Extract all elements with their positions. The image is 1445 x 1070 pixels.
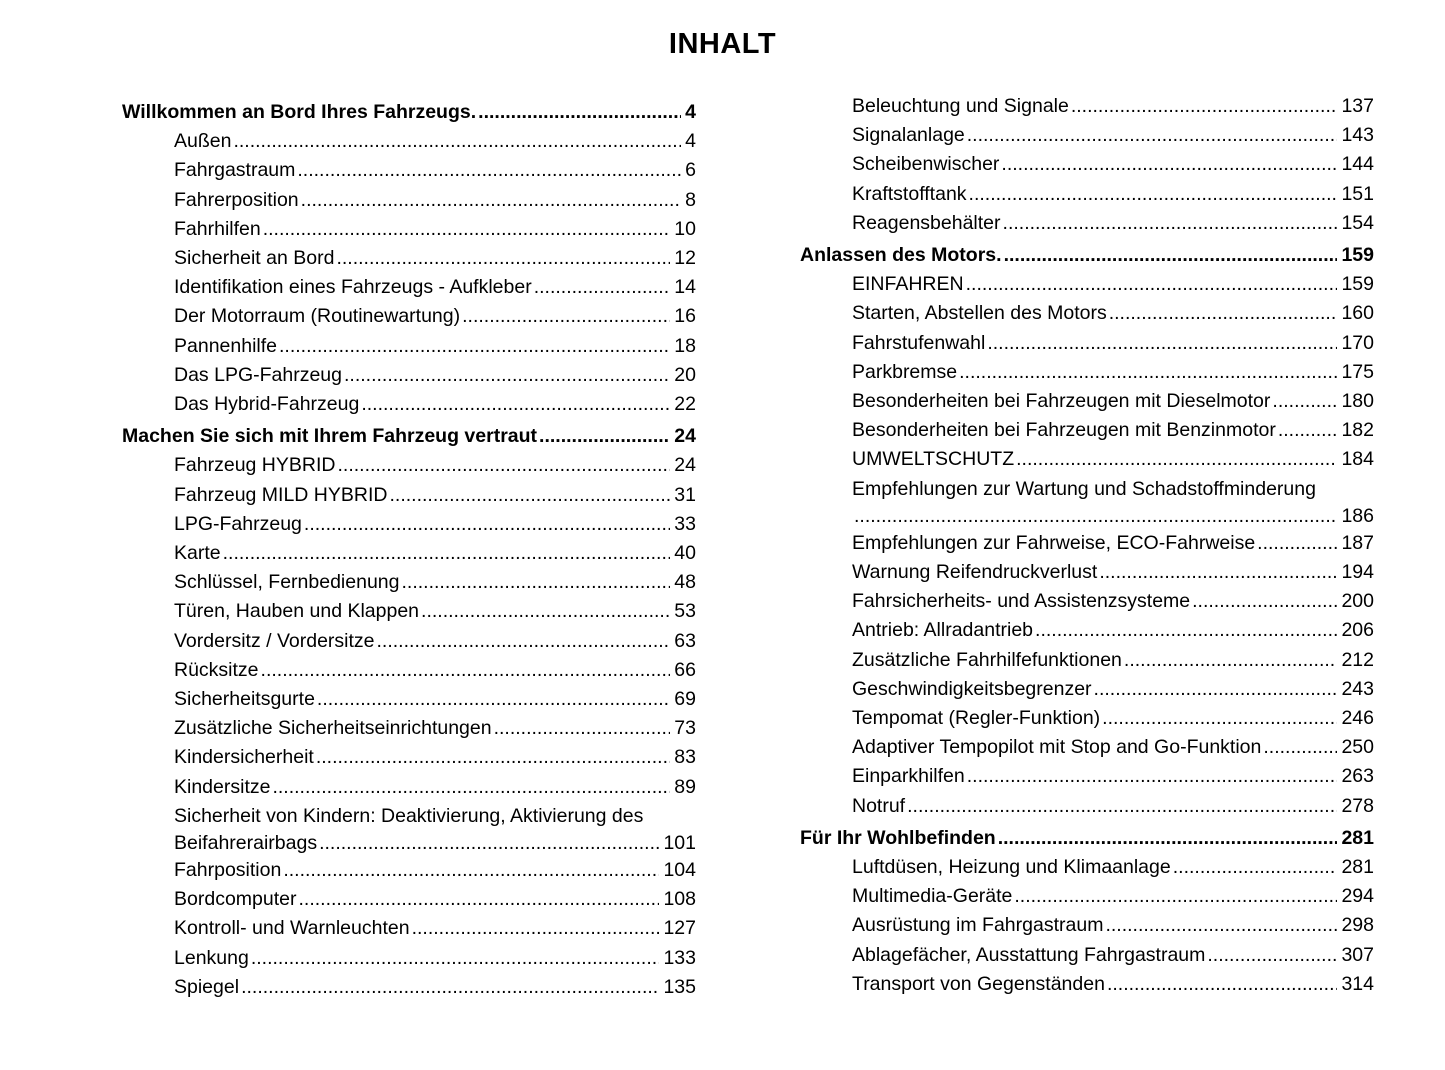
toc-entry-label: Reagensbehälter [852, 211, 1001, 234]
toc-entry[interactable] [800, 209, 1374, 238]
toc-entry-page: 89 [674, 775, 696, 798]
toc-entry-page: 6 [685, 159, 696, 182]
toc-entry-label: Starten, Abstellen des Motors [852, 302, 1107, 325]
toc-entry-page: 8 [685, 188, 696, 211]
toc-entry-label: Luftdüsen, Heizung und Klimaanlage [852, 856, 1171, 879]
toc-entry-label: Kraftstofftank [852, 182, 967, 205]
toc-entry-label: Scheibenwischer [852, 153, 1000, 176]
toc-entry-label: Vordersitz / Vordersitze [174, 629, 375, 652]
toc-entry-page: 18 [674, 334, 696, 357]
toc-entry-page: 143 [1341, 124, 1374, 147]
dot-leader [1263, 733, 1337, 762]
dot-leader [987, 329, 1337, 358]
toc-entry-page: 278 [1341, 794, 1374, 817]
toc-entry-label: Multimedia-Geräte [852, 885, 1013, 908]
toc-entry[interactable] [122, 973, 696, 1002]
dot-leader [279, 332, 670, 361]
toc-entry[interactable] [800, 675, 1374, 704]
toc-entry-label: Antrieb: Allradantrieb [852, 619, 1034, 642]
dot-leader [854, 504, 1337, 529]
toc-entry[interactable] [800, 704, 1374, 733]
toc-entry-label: Fahrhilfen [174, 217, 261, 240]
dot-leader [401, 568, 670, 597]
toc-entry[interactable] [122, 568, 696, 597]
toc-entry-label: Sicherheit an Bord [174, 247, 335, 270]
dot-leader [361, 390, 670, 419]
dot-leader [1001, 150, 1337, 179]
toc-entry[interactable] [800, 92, 1374, 121]
toc-entry[interactable] [800, 558, 1374, 587]
dot-leader [223, 539, 671, 568]
toc-entry-label: Sicherheit von Kindern: Deaktivierung, Aktivierung des [174, 804, 644, 827]
dot-leader [316, 743, 670, 772]
toc-entry-page: 180 [1341, 390, 1374, 413]
dot-leader [1109, 299, 1338, 328]
toc-entry-page: 63 [674, 629, 696, 652]
toc-entry-page: 24 [674, 425, 696, 448]
toc-entry[interactable] [800, 329, 1374, 358]
dot-leader [301, 186, 681, 215]
toc-entry-label: Fahrposition [174, 859, 282, 882]
dot-leader [1102, 704, 1337, 733]
toc-entry-page: 200 [1341, 590, 1374, 613]
toc-entry[interactable] [800, 882, 1374, 911]
toc-entry[interactable] [800, 733, 1374, 762]
dot-leader [966, 270, 1338, 299]
toc-entry[interactable] [122, 361, 696, 390]
toc-entry-page: 66 [674, 658, 696, 681]
toc-entry-label: Signalanlage [852, 124, 965, 147]
toc-entry[interactable] [122, 127, 696, 156]
toc-entry[interactable] [800, 270, 1374, 299]
toc-entry[interactable] [800, 587, 1374, 616]
dot-leader [1207, 941, 1337, 970]
toc-entry-page: 108 [663, 888, 696, 911]
toc-entry-page: 187 [1341, 531, 1374, 554]
toc-entry-label: Für Ihr Wohlbefinden [800, 826, 996, 849]
toc-entry-page: 144 [1341, 153, 1374, 176]
toc-entry-label: Machen Sie sich mit Ihrem Fahrzeug vertraut [122, 425, 538, 448]
toc-entry-page: 53 [674, 600, 696, 623]
toc-entry[interactable] [800, 853, 1374, 882]
toc-entry-label: Kindersicherheit [174, 746, 314, 769]
toc-entry-page: 170 [1341, 331, 1374, 354]
toc-section-heading[interactable] [800, 241, 1374, 270]
toc-entry-label: Zusätzliche Fahrhilfefunktionen [852, 648, 1122, 671]
toc-entry-label: Spiegel [174, 975, 240, 998]
dot-leader [1099, 558, 1337, 587]
toc-entry-page: 12 [674, 247, 696, 270]
dot-leader [534, 273, 671, 302]
toc-entry-page: 48 [674, 571, 696, 594]
dot-leader [907, 792, 1337, 821]
toc-entry[interactable] [800, 762, 1374, 791]
toc-entry-page: 307 [1341, 943, 1374, 966]
toc-entry-page: 16 [674, 305, 696, 328]
toc-entry-page: 83 [674, 746, 696, 769]
dot-leader [998, 824, 1338, 853]
toc-entry[interactable] [122, 215, 696, 244]
toc-entry[interactable] [122, 743, 696, 772]
toc-section-heading[interactable] [122, 98, 696, 127]
toc-entry-page: 281 [1341, 826, 1374, 849]
dot-leader [1257, 529, 1337, 558]
dot-leader [298, 885, 659, 914]
toc-entry-label: Ausrüstung im Fahrgastraum [852, 914, 1104, 937]
toc-entry[interactable] [122, 656, 696, 685]
toc-entry-page: 40 [674, 542, 696, 565]
toc-entry-label-continued: Beifahrerairbags [174, 832, 318, 855]
toc-entry-label: Außen [174, 130, 232, 153]
toc-section-heading[interactable] [800, 824, 1374, 853]
toc-entry-page: 33 [674, 512, 696, 535]
toc-entry-page: 294 [1341, 885, 1374, 908]
toc-entry-page: 186 [1341, 504, 1374, 527]
toc-entry-page: 4 [685, 130, 696, 153]
toc-entry[interactable] [122, 944, 696, 973]
toc-entry[interactable] [800, 387, 1374, 416]
toc-entry[interactable] [122, 714, 696, 743]
dot-leader [304, 510, 670, 539]
toc-entry-label: Tempomat (Regler-Funktion) [852, 707, 1101, 730]
toc-entry-page: 212 [1341, 648, 1374, 671]
toc-entry-label: Parkbremse [852, 360, 958, 383]
toc-entry-label: EINFAHREN [852, 273, 964, 296]
toc-entry[interactable] [122, 332, 696, 361]
toc-entry-label: Zusätzliche Sicherheitseinrichtungen [174, 717, 492, 740]
toc-entry[interactable] [122, 302, 696, 331]
toc-entry-page: 246 [1341, 707, 1374, 730]
toc-entry[interactable] [800, 299, 1374, 328]
toc-entry-label: Bordcomputer [174, 888, 297, 911]
toc-entry-label: Geschwindigkeitsbegrenzer [852, 677, 1092, 700]
toc-entry-label: Der Motorraum (Routinewartung) [174, 305, 461, 328]
dot-leader [1035, 616, 1337, 645]
toc-entry-label: Fahrstufenwahl [852, 331, 986, 354]
toc-entry-label: Das LPG-Fahrzeug [174, 363, 342, 386]
toc-entry[interactable] [800, 358, 1374, 387]
dot-leader [494, 714, 671, 743]
dot-leader [462, 302, 670, 331]
toc-entry-page: 314 [1341, 972, 1374, 995]
toc-entry-page: 298 [1341, 914, 1374, 937]
toc-entry-label: Transport von Gegenständen [852, 972, 1105, 995]
dot-leader [272, 773, 670, 802]
toc-entry-page: 160 [1341, 302, 1374, 325]
toc-entry-page: 194 [1341, 561, 1374, 584]
toc-entry-page: 20 [674, 363, 696, 386]
toc-entry[interactable] [800, 121, 1374, 150]
dot-leader [1014, 882, 1337, 911]
toc-entry[interactable] [800, 911, 1374, 940]
dot-leader [1071, 92, 1338, 121]
dot-leader [317, 685, 670, 714]
toc-entry-page: 206 [1341, 619, 1374, 642]
toc-entry[interactable] [122, 273, 696, 302]
toc-entry-label: Beleuchtung und Signale [852, 95, 1069, 117]
dot-leader [967, 762, 1338, 791]
toc-entry[interactable] [122, 597, 696, 626]
toc-entry[interactable] [800, 970, 1374, 999]
dot-leader [1272, 387, 1337, 416]
toc-entry-label: Identifikation eines Fahrzeugs - Aufkleber [174, 276, 532, 299]
toc-entry-page: 69 [674, 688, 696, 711]
dot-leader [389, 481, 670, 510]
toc-entry[interactable] [122, 685, 696, 714]
dot-leader [377, 627, 671, 656]
page-title: INHALT [668, 28, 777, 60]
toc-entry[interactable] [122, 156, 696, 185]
toc-entry[interactable] [122, 481, 696, 510]
toc-entry-page: 135 [663, 975, 696, 998]
dot-leader [421, 597, 670, 626]
toc-entry[interactable] [122, 802, 696, 856]
toc-entry[interactable] [800, 416, 1374, 445]
dot-leader [412, 914, 660, 943]
toc-entry-page: 182 [1341, 419, 1374, 442]
toc-entry[interactable] [122, 914, 696, 943]
dot-leader [319, 831, 659, 856]
toc-entry[interactable] [800, 792, 1374, 821]
toc-entry-label: Empfehlungen zur Wartung und Schadstoffminderung [852, 477, 1316, 500]
dot-leader [344, 361, 670, 390]
toc-entry-label: Besonderheiten bei Fahrzeugen mit Dieselmotor [852, 390, 1271, 413]
toc-entry-label: Fahrzeug HYBRID [174, 454, 336, 477]
dot-leader [337, 451, 670, 480]
toc-entry-page: 159 [1341, 273, 1374, 296]
toc-entry-label: Kindersitze [174, 775, 271, 798]
dot-leader [1173, 853, 1338, 882]
toc-entry-label: Sicherheitsgurte [174, 688, 315, 711]
toc-entry-label: Einparkhilfen [852, 765, 965, 788]
toc-entry-label: Karte [174, 542, 221, 565]
dot-leader [1094, 675, 1338, 704]
dot-leader [1124, 646, 1338, 675]
toc-entry-label: Das Hybrid-Fahrzeug [174, 393, 360, 416]
dot-leader [261, 656, 671, 685]
dot-leader [1016, 445, 1337, 474]
toc-entry[interactable] [122, 510, 696, 539]
toc-entry-label: Kontroll- und Warnleuchten [174, 917, 410, 940]
toc-entry[interactable] [800, 180, 1374, 209]
toc-entry[interactable] [122, 186, 696, 215]
toc-entry-label: Rücksitze [174, 658, 259, 681]
toc-entry-label: Fahrsicherheits- und Assistenzsysteme [852, 590, 1191, 613]
toc-entry-page: 104 [663, 859, 696, 882]
toc-entry-label: Anlassen des Motors. [800, 244, 1002, 267]
toc-entry-label: Adaptiver Tempopilot mit Stop and Go-Funktion [852, 736, 1262, 759]
dot-leader [241, 973, 659, 1002]
toc-entry-label: Lenkung [174, 946, 249, 969]
toc-entry-page: 184 [1341, 448, 1374, 471]
toc-entry-page: 101 [663, 832, 696, 855]
dot-leader [263, 215, 671, 244]
toc-entry-page: 159 [1341, 244, 1374, 267]
dot-leader [539, 422, 670, 451]
dot-leader [1004, 241, 1338, 270]
toc-entry[interactable] [800, 646, 1374, 675]
toc-entry[interactable] [800, 150, 1374, 179]
toc-entry-page: 175 [1341, 360, 1374, 383]
dot-leader [967, 121, 1338, 150]
toc-entry[interactable] [800, 941, 1374, 970]
toc-entry-label: UMWELTSCHUTZ [852, 448, 1015, 471]
toc-entry[interactable] [800, 616, 1374, 645]
toc-entry[interactable] [122, 390, 696, 419]
toc-entry-label: Schlüssel, Fernbedienung [174, 571, 400, 594]
toc-entry[interactable] [122, 885, 696, 914]
toc-entry-label: Ablagefächer, Ausstattung Fahrgastraum [852, 943, 1206, 966]
dot-leader [297, 156, 681, 185]
toc-entry-page: 137 [1341, 95, 1374, 117]
toc-entry-page: 154 [1341, 211, 1374, 234]
toc-entry-page: 263 [1341, 765, 1374, 788]
dot-leader [478, 98, 681, 127]
toc-entry-label: Willkommen an Bord Ihres Fahrzeugs. [122, 101, 477, 123]
dot-leader [1192, 587, 1337, 616]
toc-entry-page: 31 [674, 483, 696, 506]
toc-entry-page: 133 [663, 946, 696, 969]
dot-leader [1107, 970, 1338, 999]
toc-entry-label: Türen, Hauben und Klappen [174, 600, 420, 623]
toc-entry-page: 10 [674, 217, 696, 240]
dot-leader [969, 180, 1338, 209]
toc-right-column [800, 92, 1374, 999]
toc-entry-page: 24 [674, 454, 696, 477]
dot-leader [1003, 209, 1338, 238]
toc-entry-page: 243 [1341, 677, 1374, 700]
toc-entry-label: Pannenhilfe [174, 334, 278, 357]
toc-entry-label: Fahrerposition [174, 188, 299, 211]
toc-entry-page: 4 [685, 101, 696, 123]
toc-left-column [122, 92, 696, 1002]
dot-leader [251, 944, 660, 973]
toc-entry[interactable] [122, 856, 696, 885]
dot-leader [1278, 416, 1338, 445]
toc-entry-page: 22 [674, 393, 696, 416]
toc-entry-page: 14 [674, 276, 696, 299]
toc-entry-page: 281 [1341, 856, 1374, 879]
toc-entry-label: Empfehlungen zur Fahrweise, ECO-Fahrweise [852, 531, 1256, 554]
dot-leader [1105, 911, 1337, 940]
toc-entry[interactable] [122, 451, 696, 480]
toc-entry-page: 127 [663, 917, 696, 940]
dot-leader [283, 856, 659, 885]
dot-leader [959, 358, 1337, 387]
toc-entry[interactable] [800, 475, 1374, 529]
toc-entry[interactable] [122, 773, 696, 802]
toc-entry-label: Warnung Reifendruckverlust [852, 561, 1098, 584]
toc-entry[interactable] [122, 244, 696, 273]
toc-entry-page: 151 [1341, 182, 1374, 205]
toc-entry-label: Notruf [852, 794, 906, 817]
toc-entry-label: Besonderheiten bei Fahrzeugen mit Benzinmotor [852, 419, 1276, 442]
toc-section-heading[interactable] [122, 422, 696, 451]
dot-leader [233, 127, 681, 156]
toc-entry-label: LPG-Fahrzeug [174, 512, 302, 535]
toc-entry-label: Fahrgastraum [174, 159, 296, 182]
dot-leader [336, 244, 670, 273]
toc-entry[interactable] [122, 627, 696, 656]
toc-entry[interactable] [800, 529, 1374, 558]
toc-entry[interactable] [800, 445, 1374, 474]
toc-entry-page: 73 [674, 717, 696, 740]
toc-entry[interactable] [122, 539, 696, 568]
toc-entry-label: Fahrzeug MILD HYBRID [174, 483, 388, 506]
toc-entry-page: 250 [1341, 736, 1374, 759]
